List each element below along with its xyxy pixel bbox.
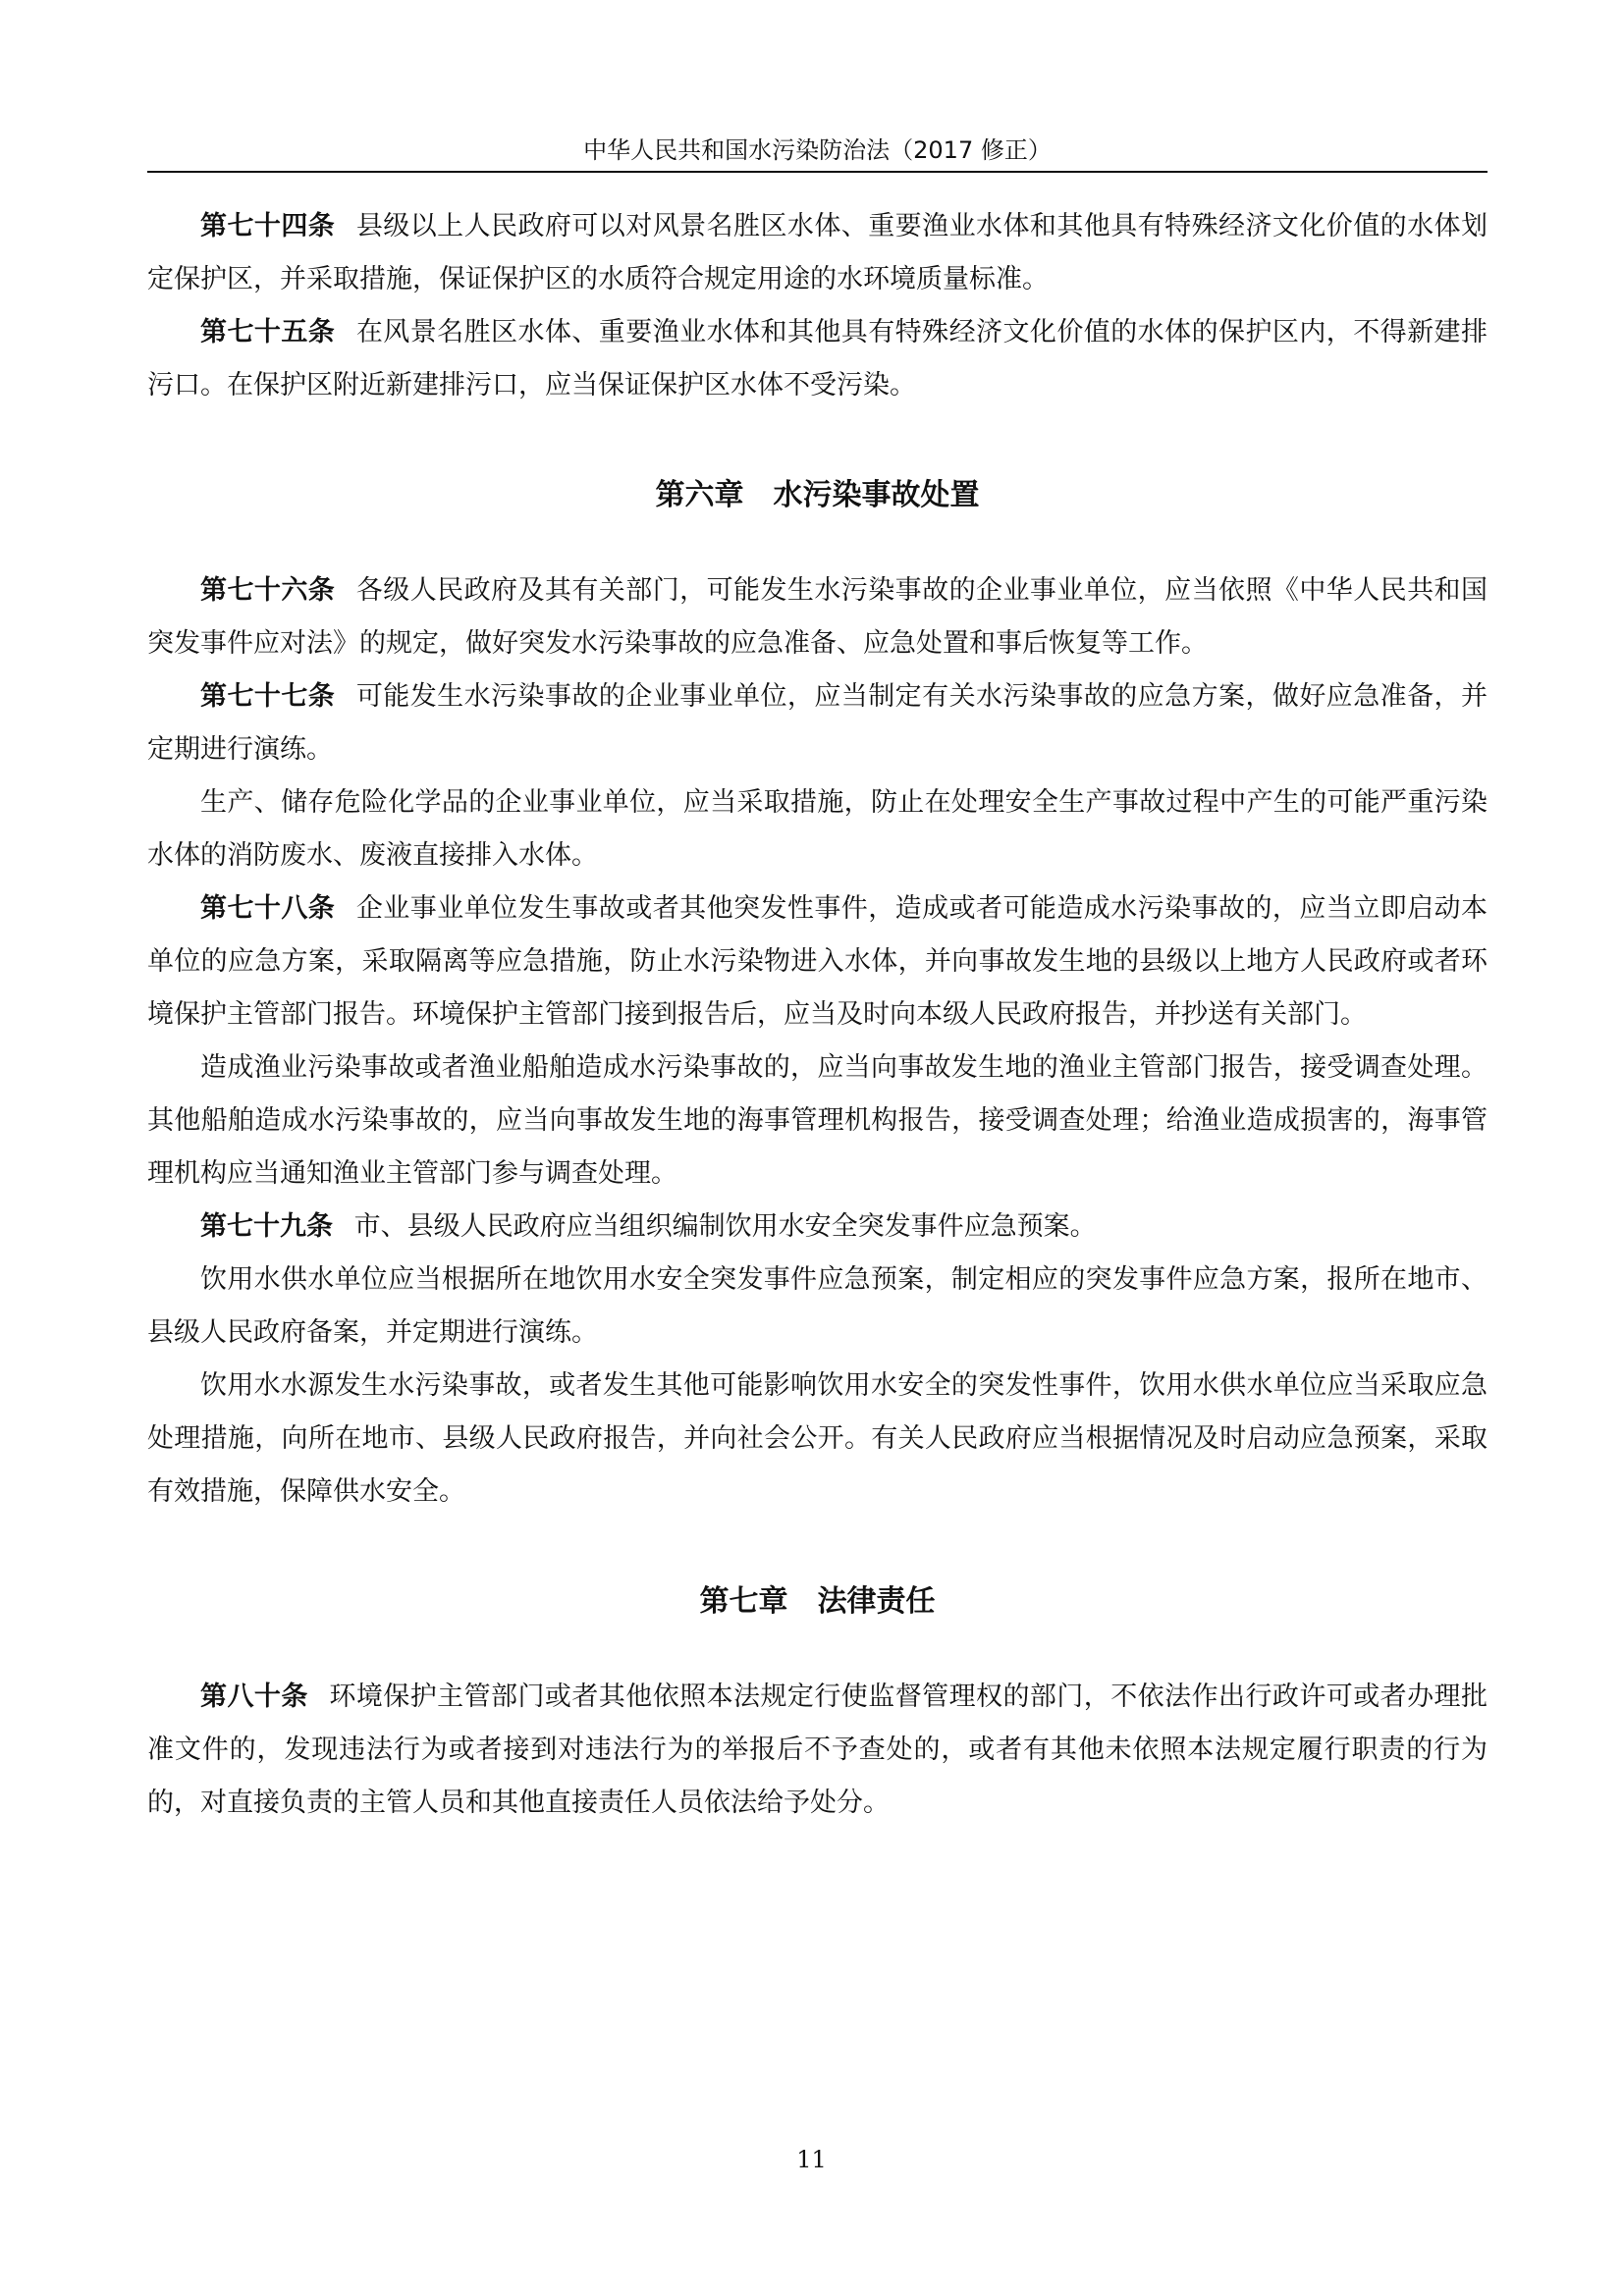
article-79 bbox=[147, 1201, 1488, 1254]
article-74-text: 县级以上人民政府可以对风景名胜区水体、重要渔业水体和其他具有特殊经济文化价值的水体划定保护区，并采取措施，保证保护区的水质符合规定用途的水环境质量标准。 bbox=[147, 211, 1488, 294]
article-75 bbox=[147, 306, 1488, 412]
chapter-7-heading bbox=[147, 1577, 1488, 1627]
document-body bbox=[147, 200, 1488, 1830]
article-77-label: 第七十七条 bbox=[200, 681, 336, 712]
article-80-text: 环境保护主管部门或者其他依照本法规定行使监督管理权的部门，不依法作出行政许可或者办理批准文件的，发现违法行为或者接到对违法行为的举报后不予查处的，或者有其他未依照本法规定履行职责的行为的，对直接负责的主管人员和其他直接责任人员依法给予处分。 bbox=[147, 1682, 1488, 1818]
running-header bbox=[147, 133, 1488, 168]
article-78-paragraph-2: 造成渔业污染事故或者渔业船舶造成水污染事故的，应当向事故发生地的渔业主管部门报告，接受调查处理。其他船舶造成水污染事故的，应当向事故发生地的海事管理机构报告，接受调查处理；给渔业造成损害的，海事管理机构应当通知渔业主管部门参与调查处理。 bbox=[147, 1052, 1488, 1189]
article-80 bbox=[147, 1671, 1488, 1830]
article-78-label: 第七十八条 bbox=[200, 893, 336, 924]
article-76-text: 各级人民政府及其有关部门，可能发生水污染事故的企业事业单位，应当依照《中华人民共和国突发事件应对法》的规定，做好突发水污染事故的应急准备、应急处置和事后恢复等工作。 bbox=[147, 575, 1488, 659]
article-79-paragraph-2: 饮用水供水单位应当根据所在地饮用水安全突发事件应急预案，制定相应的突发事件应急方案，报所在地市、县级人民政府备案，并定期进行演练。 bbox=[147, 1264, 1488, 1348]
article-75-label: 第七十五条 bbox=[200, 317, 336, 347]
article-79-text: 市、县级人民政府应当组织编制饮用水安全突发事件应急预案。 bbox=[353, 1211, 1097, 1242]
article-74-label: 第七十四条 bbox=[200, 211, 336, 241]
chapter-6-title: 水污染事故处置 bbox=[773, 478, 980, 512]
article-79-label: 第七十九条 bbox=[200, 1211, 333, 1242]
article-78-text: 企业事业单位发生事故或者其他突发性事件，造成或者可能造成水污染事故的，应当立即启动本单位的应急方案，采取隔离等应急措施，防止水污染物进入水体，并向事故发生地的县级以上地方人民政府或者环境保护主管部门报告。环境保护主管部门接到报告后，应当及时向本级人民政府报告，并抄送有关部门。 bbox=[147, 893, 1488, 1030]
chapter-7-title: 法律责任 bbox=[817, 1584, 936, 1619]
article-76-label: 第七十六条 bbox=[200, 575, 336, 606]
article-74 bbox=[147, 200, 1488, 306]
chapter-6-heading bbox=[147, 471, 1488, 520]
article-79-paragraph-3: 饮用水水源发生水污染事故，或者发生其他可能影响饮用水安全的突发性事件，饮用水供水单位应当采取应急处理措施，向所在地市、县级人民政府报告，并向社会公开。有关人民政府应当根据情况及时启动应急预案，采取有效措施，保障供水安全。 bbox=[147, 1370, 1488, 1507]
header-divider bbox=[147, 171, 1488, 173]
article-78 bbox=[147, 882, 1488, 1041]
page-number: 11 bbox=[796, 2146, 827, 2173]
article-80-label: 第八十条 bbox=[200, 1682, 308, 1712]
article-77-paragraph-2: 生产、储存危险化学品的企业事业单位，应当采取措施，防止在处理安全生产事故过程中产生的可能严重污染水体的消防废水、废液直接排入水体。 bbox=[147, 787, 1488, 871]
article-75-text: 在风景名胜区水体、重要渔业水体和其他具有特殊经济文化价值的水体的保护区内，不得新建排污口。在保护区附近新建排污口，应当保证保护区水体不受污染。 bbox=[147, 317, 1488, 400]
chapter-6-number: 第六章 bbox=[655, 478, 744, 512]
article-77-text: 可能发生水污染事故的企业事业单位，应当制定有关水污染事故的应急方案，做好应急准备，并定期进行演练。 bbox=[147, 681, 1488, 765]
chapter-7-number: 第七章 bbox=[699, 1584, 788, 1619]
header-title: 中华人民共和国水污染防治法（2017 修正） bbox=[583, 136, 1052, 164]
article-76 bbox=[147, 564, 1488, 670]
article-77 bbox=[147, 670, 1488, 776]
